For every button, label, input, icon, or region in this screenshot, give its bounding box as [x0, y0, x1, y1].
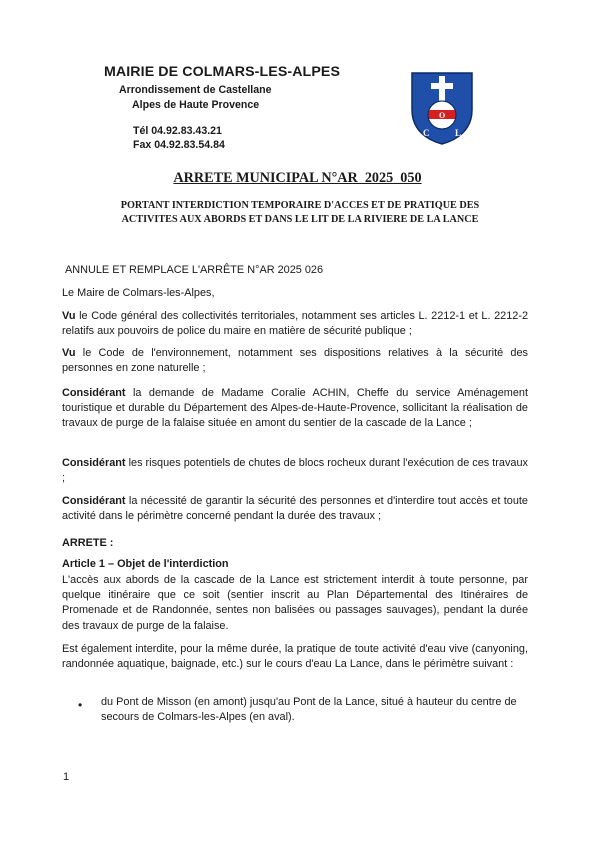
page-number: 1	[63, 771, 70, 783]
bullet-icon: •	[78, 698, 83, 712]
annule-remplace: ANNULE ET REMPLACE L'ARRÊTE N°AR 2025 026	[65, 264, 324, 276]
vu-label: Vu	[62, 347, 76, 359]
fax: Fax 04.92.83.54.84	[133, 139, 225, 151]
mairie-name: MAIRIE DE COLMARS-LES-ALPES	[104, 64, 341, 80]
article-1-paragraph-1: L'accès aux abords de la cascade de la Lance est strictement interdit à toute personne, par quelque itinéraire que ce soit (sentier inscrit au Plan Départemental des Itinéraires de Promenade et de Randonnée, sentes non balisées ou passages sauvages), pendant la durée des travaux de purge de la falaise.	[62, 574, 528, 632]
vu-paragraph-1	[62, 309, 528, 339]
crest-letter-l: L	[455, 128, 462, 138]
vu-label: Vu	[62, 310, 76, 322]
article-1-bullet: du Pont de Misson (en amont) jusqu'au Pont de la Lance, situé à hauteur du centre de secours de Colmars-les-Alpes (en aval).	[101, 696, 517, 724]
crest-letter-c: C	[423, 128, 430, 138]
considerant-label: Considérant	[62, 457, 126, 469]
considerant-text: la demande de Madame Coralie ACHIN, Cheffe du service Aménagement touristique et durable du Département des Alpes-de-Haute-Provence, sollicitant la réalisation de travaux de purge de la falaise située en amont du sentier de la cascade de la Lance ;	[62, 387, 528, 430]
considerant-label: Considérant	[62, 495, 126, 507]
considerant-text: la nécessité de garantir la sécurité des personnes et d'interdire tout accès et toute activité dans le périmètre concerné pendant la durée des travaux ;	[62, 495, 528, 523]
telephone: Tél 04.92.83.43.21	[133, 125, 222, 137]
vu-text: le Code de l'environnement, notamment ses dispositions relatives à la sécurité des personnes en zone naturelle ;	[62, 347, 528, 375]
vu-paragraph-2	[62, 346, 528, 376]
article-1-title: Article 1 – Objet de l'interdiction	[62, 558, 229, 570]
arrondissement: Arrondissement de Castellane	[119, 84, 272, 96]
region: Alpes de Haute Provence	[132, 99, 260, 111]
considerant-paragraph-2	[62, 456, 528, 486]
subtitle-line-2: ACTIVITES AUX ABORDS ET DANS LE LIT DE LA RIVIERE DE LA LANCE	[121, 214, 479, 225]
vu-text: le Code général des collectivités territoriales, notamment ses articles L. 2212-1 et L. 2212-2 relatifs aux pouvoirs de police du maire en matière de sécurité publique ;	[62, 310, 528, 338]
arrete-heading: ARRETE :	[62, 537, 114, 549]
considerant-label: Considérant	[62, 387, 126, 399]
article-1-paragraph-2: Est également interdite, pour la même durée, la pratique de toute activité d'eau vive (canyoning, randonnée aquatique, baignade, etc.) sur le cours d'eau La Lance, dans le périmètre suivant :	[62, 643, 528, 671]
coat-of-arms-icon	[409, 70, 475, 146]
arrete-title: ARRETE MUNICIPAL N°AR_2025_050	[173, 170, 422, 186]
considerant-text: les risques potentiels de chutes de blocs rocheux durant l'exécution de ces travaux ;	[62, 457, 528, 485]
crest-letter-o: O	[439, 111, 446, 120]
arrete-subtitle	[60, 199, 540, 227]
considerant-paragraph-3	[62, 494, 528, 524]
subtitle-line-1: PORTANT INTERDICTION TEMPORAIRE D'ACCES ET DE PRATIQUE DES	[120, 200, 480, 211]
considerant-paragraph-1	[62, 386, 528, 432]
maire-line: Le Maire de Colmars-les-Alpes,	[62, 287, 215, 299]
